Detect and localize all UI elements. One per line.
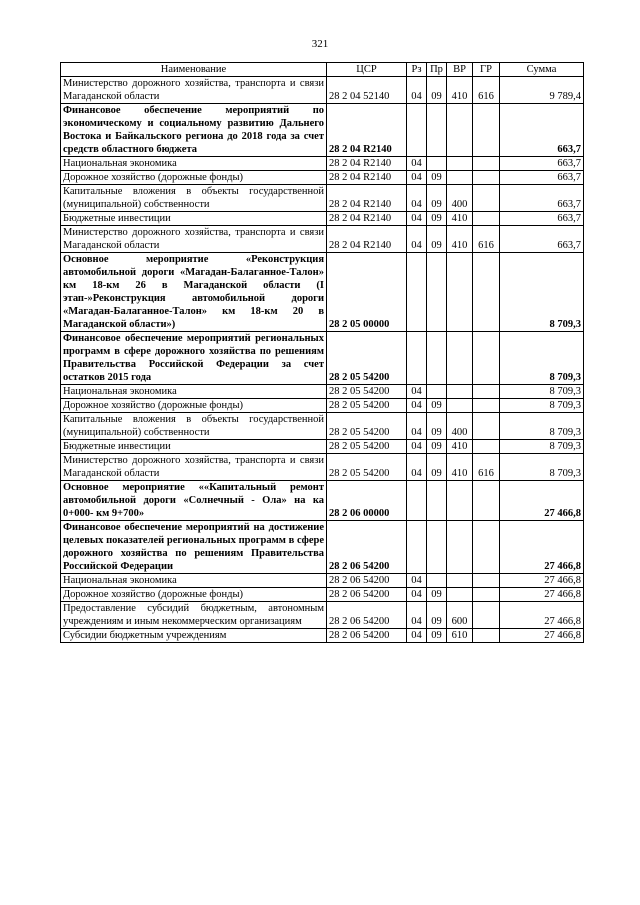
- table-row: [61, 171, 584, 185]
- cell-csr: 28 2 04 R2140: [327, 104, 407, 157]
- cell-pr: 09: [427, 77, 447, 104]
- cell-gr: [473, 521, 500, 574]
- table-row: [61, 454, 584, 481]
- cell-rz: [407, 104, 427, 157]
- cell-pr: 09: [427, 171, 447, 185]
- cell-vr: 410: [447, 226, 473, 253]
- cell-csr: 28 2 06 54200: [327, 629, 407, 643]
- table-row: [61, 574, 584, 588]
- cell-name: Финансовое обеспечение мероприятий по экономическому и социальному развитию Дальнего Востока и Байкальского региона до 2018 года за счет средств областного бюджета: [61, 104, 327, 157]
- cell-sum: 9 789,4: [500, 77, 584, 104]
- cell-csr: 28 2 04 R2140: [327, 185, 407, 212]
- cell-sum: 8 709,3: [500, 454, 584, 481]
- table-row: [61, 588, 584, 602]
- cell-vr: [447, 332, 473, 385]
- cell-sum: 663,7: [500, 185, 584, 212]
- column-header-name: Наименование: [61, 63, 327, 77]
- cell-rz: 04: [407, 588, 427, 602]
- cell-rz: 04: [407, 574, 427, 588]
- cell-name: Национальная экономика: [61, 574, 327, 588]
- cell-csr: 28 2 06 54200: [327, 521, 407, 574]
- cell-name: Капитальные вложения в объекты государственной (муниципальной) собственности: [61, 185, 327, 212]
- cell-name: Бюджетные инвестиции: [61, 212, 327, 226]
- cell-pr: [427, 481, 447, 521]
- cell-sum: 27 466,8: [500, 588, 584, 602]
- cell-name: Дорожное хозяйство (дорожные фонды): [61, 588, 327, 602]
- budget-table: [60, 62, 584, 643]
- cell-sum: 8 709,3: [500, 399, 584, 413]
- cell-gr: [473, 157, 500, 171]
- cell-vr: [447, 253, 473, 332]
- cell-name: Субсидии бюджетным учреждениям: [61, 629, 327, 643]
- cell-sum: 27 466,8: [500, 481, 584, 521]
- cell-rz: [407, 332, 427, 385]
- cell-rz: 04: [407, 629, 427, 643]
- cell-pr: 09: [427, 588, 447, 602]
- cell-csr: 28 2 06 54200: [327, 574, 407, 588]
- page-number: 321: [311, 38, 329, 50]
- table-row: [61, 629, 584, 643]
- cell-rz: 04: [407, 171, 427, 185]
- cell-vr: [447, 481, 473, 521]
- cell-rz: 04: [407, 77, 427, 104]
- cell-gr: [473, 588, 500, 602]
- cell-sum: 663,7: [500, 226, 584, 253]
- cell-pr: 09: [427, 399, 447, 413]
- table-row: [61, 226, 584, 253]
- column-header-csr: ЦСР: [327, 63, 407, 77]
- column-header-sum: Сумма: [500, 63, 584, 77]
- cell-gr: [473, 481, 500, 521]
- cell-gr: [473, 332, 500, 385]
- cell-rz: 04: [407, 413, 427, 440]
- cell-gr: [473, 602, 500, 629]
- cell-rz: 04: [407, 454, 427, 481]
- cell-pr: 09: [427, 212, 447, 226]
- table-row: [61, 212, 584, 226]
- cell-sum: 663,7: [500, 171, 584, 185]
- table-row: [61, 104, 584, 157]
- table-row: [61, 602, 584, 629]
- cell-name: Финансовое обеспечение мероприятий на достижение целевых показателей региональных программ в сфере дорожного хозяйства по решениям Правительства Российской Федерации: [61, 521, 327, 574]
- cell-csr: 28 2 05 54200: [327, 332, 407, 385]
- cell-csr: 28 2 05 00000: [327, 253, 407, 332]
- cell-gr: [473, 629, 500, 643]
- table-row: [61, 481, 584, 521]
- cell-csr: 28 2 05 54200: [327, 385, 407, 399]
- cell-name: Дорожное хозяйство (дорожные фонды): [61, 399, 327, 413]
- cell-pr: 09: [427, 440, 447, 454]
- cell-name: Министерство дорожного хозяйства, транспорта и связи Магаданской области: [61, 226, 327, 253]
- cell-sum: 8 709,3: [500, 413, 584, 440]
- cell-vr: [447, 104, 473, 157]
- cell-pr: [427, 574, 447, 588]
- cell-vr: [447, 385, 473, 399]
- table-row: [61, 332, 584, 385]
- table-row: [61, 157, 584, 171]
- table-row: [61, 253, 584, 332]
- cell-name: Капитальные вложения в объекты государственной (муниципальной) собственности: [61, 413, 327, 440]
- cell-gr: [473, 413, 500, 440]
- cell-vr: [447, 588, 473, 602]
- cell-rz: 04: [407, 385, 427, 399]
- cell-pr: [427, 332, 447, 385]
- cell-sum: 8 709,3: [500, 253, 584, 332]
- cell-vr: 400: [447, 185, 473, 212]
- cell-csr: 28 2 06 00000: [327, 481, 407, 521]
- cell-name: Министерство дорожного хозяйства, транспорта и связи Магаданской области: [61, 454, 327, 481]
- cell-sum: 8 709,3: [500, 332, 584, 385]
- cell-vr: [447, 574, 473, 588]
- cell-rz: 04: [407, 399, 427, 413]
- cell-csr: 28 2 04 R2140: [327, 157, 407, 171]
- cell-csr: 28 2 04 52140: [327, 77, 407, 104]
- cell-pr: [427, 253, 447, 332]
- column-header-vr: ВР: [447, 63, 473, 77]
- cell-csr: 28 2 04 R2140: [327, 212, 407, 226]
- cell-name: Министерство дорожного хозяйства, транспорта и связи Магаданской области: [61, 77, 327, 104]
- cell-rz: 04: [407, 185, 427, 212]
- cell-sum: 663,7: [500, 104, 584, 157]
- column-header-pr: Пр: [427, 63, 447, 77]
- cell-vr: [447, 399, 473, 413]
- cell-rz: 04: [407, 212, 427, 226]
- cell-csr: 28 2 04 R2140: [327, 226, 407, 253]
- column-header-gr: ГР: [473, 63, 500, 77]
- cell-gr: [473, 440, 500, 454]
- table-row: [61, 77, 584, 104]
- cell-vr: [447, 157, 473, 171]
- cell-vr: 410: [447, 212, 473, 226]
- cell-name: Национальная экономика: [61, 157, 327, 171]
- cell-sum: 27 466,8: [500, 602, 584, 629]
- cell-gr: 616: [473, 454, 500, 481]
- cell-gr: 616: [473, 77, 500, 104]
- cell-csr: 28 2 05 54200: [327, 454, 407, 481]
- cell-gr: [473, 185, 500, 212]
- cell-sum: 8 709,3: [500, 440, 584, 454]
- table-row: [61, 413, 584, 440]
- cell-pr: 09: [427, 226, 447, 253]
- cell-csr: 28 2 05 54200: [327, 413, 407, 440]
- cell-gr: [473, 104, 500, 157]
- column-header-rz: Рз: [407, 63, 427, 77]
- table-row: [61, 185, 584, 212]
- cell-pr: 09: [427, 413, 447, 440]
- cell-rz: [407, 521, 427, 574]
- cell-rz: [407, 481, 427, 521]
- cell-pr: 09: [427, 602, 447, 629]
- cell-name: Финансовое обеспечение мероприятий региональных программ в сфере дорожного хозяйства по решениям Правительства Российской Федерации за счет остатков 2015 года: [61, 332, 327, 385]
- cell-pr: [427, 521, 447, 574]
- cell-vr: [447, 171, 473, 185]
- cell-vr: 610: [447, 629, 473, 643]
- cell-sum: 663,7: [500, 157, 584, 171]
- cell-vr: [447, 521, 473, 574]
- cell-sum: 27 466,8: [500, 521, 584, 574]
- cell-rz: [407, 253, 427, 332]
- cell-pr: 09: [427, 454, 447, 481]
- cell-vr: 600: [447, 602, 473, 629]
- cell-gr: 616: [473, 226, 500, 253]
- cell-gr: [473, 171, 500, 185]
- cell-sum: 663,7: [500, 212, 584, 226]
- cell-gr: [473, 385, 500, 399]
- cell-vr: 400: [447, 413, 473, 440]
- cell-pr: 09: [427, 629, 447, 643]
- cell-sum: 8 709,3: [500, 385, 584, 399]
- cell-pr: [427, 104, 447, 157]
- cell-csr: 28 2 05 54200: [327, 440, 407, 454]
- cell-pr: [427, 157, 447, 171]
- cell-name: Бюджетные инвестиции: [61, 440, 327, 454]
- cell-csr: 28 2 04 R2140: [327, 171, 407, 185]
- cell-sum: 27 466,8: [500, 629, 584, 643]
- cell-name: Дорожное хозяйство (дорожные фонды): [61, 171, 327, 185]
- cell-gr: [473, 574, 500, 588]
- cell-rz: 04: [407, 226, 427, 253]
- cell-pr: 09: [427, 185, 447, 212]
- table-body: [61, 77, 584, 643]
- cell-rz: 04: [407, 440, 427, 454]
- cell-rz: 04: [407, 602, 427, 629]
- cell-name: Основное мероприятие «Реконструкция автомобильной дороги «Магадан-Балаганное-Талон» км 18-км 26 в Магаданской области (I этап-»Реконструкция автомобильной дороги «Магадан-Балаганное-Талон» км 18-км 20 в Магаданской области»): [61, 253, 327, 332]
- cell-name: Национальная экономика: [61, 385, 327, 399]
- table-row: [61, 521, 584, 574]
- cell-vr: 410: [447, 454, 473, 481]
- cell-pr: [427, 385, 447, 399]
- cell-gr: [473, 253, 500, 332]
- cell-rz: 04: [407, 157, 427, 171]
- cell-csr: 28 2 05 54200: [327, 399, 407, 413]
- table-row: [61, 385, 584, 399]
- cell-sum: 27 466,8: [500, 574, 584, 588]
- cell-name: Предоставление субсидий бюджетным, автономным учреждениям и иным некоммерческим организациям: [61, 602, 327, 629]
- cell-gr: [473, 399, 500, 413]
- table-header: [61, 63, 584, 77]
- cell-vr: 410: [447, 440, 473, 454]
- cell-vr: 410: [447, 77, 473, 104]
- cell-gr: [473, 212, 500, 226]
- table-row: [61, 440, 584, 454]
- table-row: [61, 399, 584, 413]
- cell-csr: 28 2 06 54200: [327, 588, 407, 602]
- cell-csr: 28 2 06 54200: [327, 602, 407, 629]
- cell-name: Основное мероприятие ««Капитальный ремонт автомобильной дороги «Солнечный - Ола» на ка 0+000- км 9+700»: [61, 481, 327, 521]
